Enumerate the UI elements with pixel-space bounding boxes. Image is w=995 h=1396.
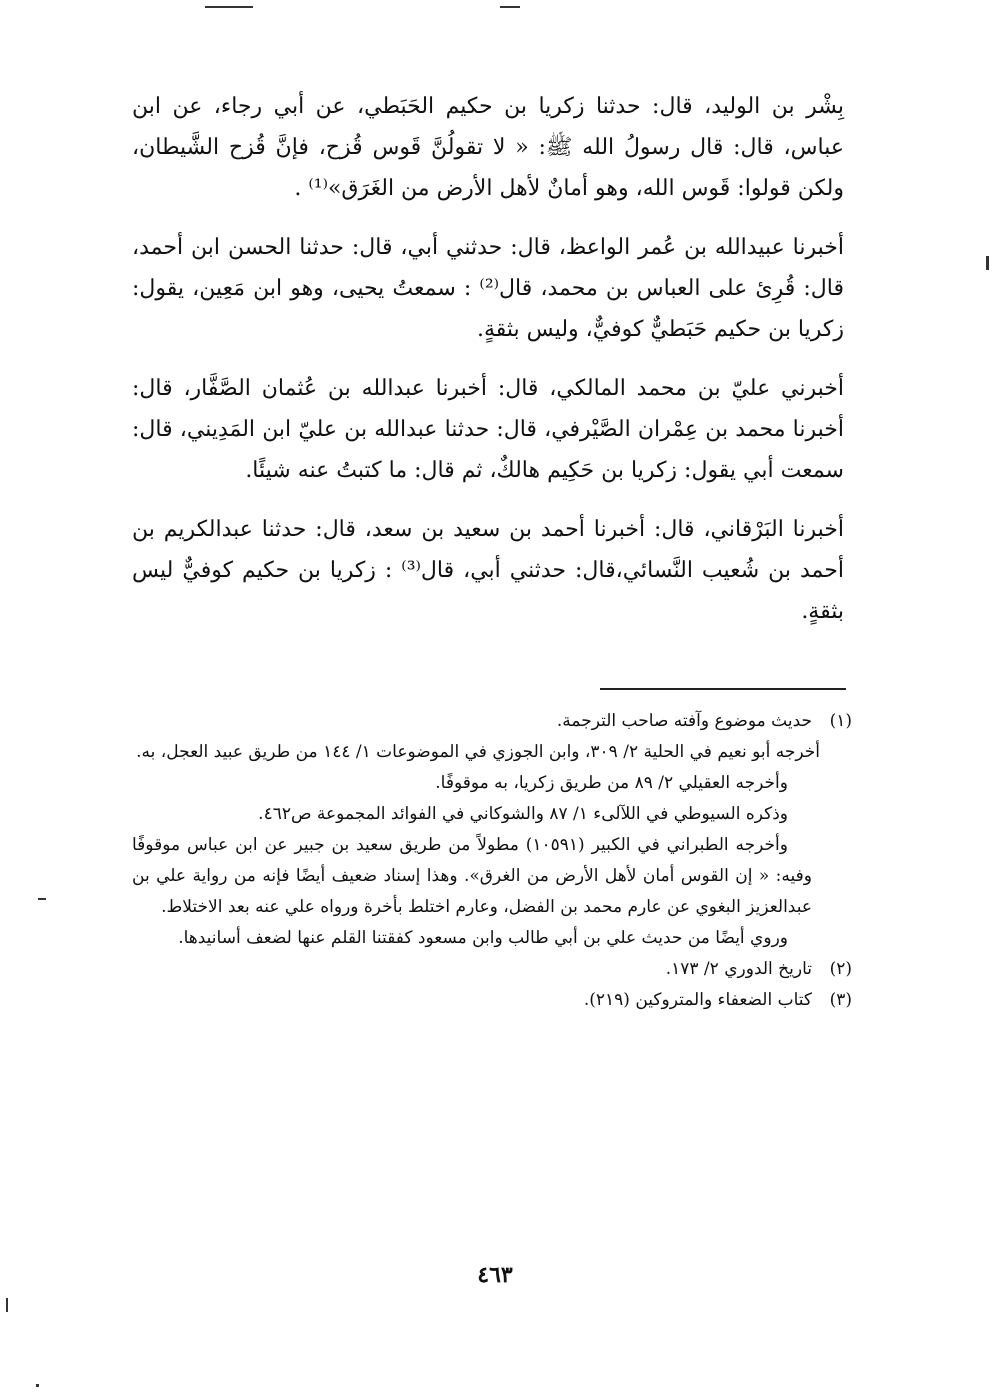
footnote-body [132,985,812,1016]
footnote-number: (٢) [829,959,852,979]
footnote-3 [132,985,852,1016]
scan-artifact [500,6,520,8]
scan-artifact [6,1298,8,1312]
paragraph-3: أخبرني عليّ بن محمد المالكي، قال: أخبرنا عبدالله بن عُثمان الصَّفَّار، قال: أخبرنا محمد بن عِمْران الصَّيْرفي، قال: حدثنا عبدالله بن عليّ ابن المَدِيني، قال: سمعت أبي يقول: زكريا بن حَكِيم هالكٌ، ثم قال: ما كتبتُ عنه شيئًا. [132,376,844,483]
main-text [132,86,844,650]
footnote-line: وأخرجه الطبراني في الكبير (١٠٥٩١) مطولاً من طريق سعيد بن جبير عن ابن عباس موقوفًا وفيه: « إن القوس أمان لأهل الأرض من الغرق». وهذا إسناد ضعيف أيضًا فإنه من رواية علي بن عبدالعزيز البغوي عن عارم محمد بن الفضل، وعارم اختلط بأخرة ورواه علي عنه بعد الاختلاط. [132,835,812,917]
footnotes [132,706,852,1016]
scan-artifact [36,1384,39,1387]
footnote-line: تاريخ الدوري ٢/ ١٧٣. [665,959,812,979]
footnote-body [132,954,812,985]
scan-artifact [38,898,46,900]
footnote-number: (١) [829,711,852,731]
footnote-line: وروي أيضًا من حديث علي بن أبي طالب وابن مسعود كفقتنا القلم عنها لضعف أسانيدها. [178,928,788,948]
paragraph-4: أخبرنا البَرْقاني، قال: أخبرنا أحمد بن سعيد بن سعد، قال: حدثنا عبدالكريم بن أحمد بن شُعيب النَّسائي،قال: حدثني أبي، قال⁽³⁾ : زكريا بن حكيم كوفيٌّ ليس بثقةٍ. [132,517,844,624]
footnote-2 [132,954,852,985]
footnote-separator [600,688,846,690]
paragraph-1: بِشْر بن الوليد، قال: حدثنا زكريا بن حكيم الحَبَطي، عن أبي رجاء، عن ابن عباس، قال: قال رسولُ الله ﷺ: « لا تقولُنَّ قَوس قُزح، فإنَّ قُزح الشَّيطان، ولكن قولوا: قَوس الله، وهو أمانٌ لأهل الأرض من الغَرَق»⁽¹⁾ . [132,94,844,201]
footnote-body [132,706,820,954]
page-number: ٤٦٣ [477,1262,513,1288]
scan-artifact [205,6,253,8]
footnote-line: حديث موضوع وآفته صاحب الترجمة. [556,711,812,731]
footnote-1 [132,706,852,954]
paragraph-2: أخبرنا عبيدالله بن عُمر الواعظ، قال: حدثني أبي، قال: حدثنا الحسن ابن أحمد، قال: قُرِئ على العباس بن محمد، قال⁽²⁾ : سمعتُ يحيى، وهو ابن مَعِين، يقول: زكريا بن حكيم حَبَطيٌّ كوفيٌّ، وليس بثقةٍ. [132,235,845,342]
scan-artifact [986,256,989,270]
footnote-number: (٣) [829,990,852,1010]
footnote-line: أخرجه أبو نعيم في الحلية ٢/ ٣٠٩، وابن الجوزي في الموضوعات ١/ ١٤٤ من طريق عبيد العجل، به. [136,742,820,762]
footnote-line: كتاب الضعفاء والمتروكين (٢١٩). [583,990,812,1010]
footnote-line: وأخرجه العقيلي ٢/ ٨٩ من طريق زكريا، به موقوفًا. [435,773,788,793]
footnote-line: وذكره السيوطي في اللآلىء ١/ ٨٧ والشوكاني في الفوائد المجموعة ص٤٦٢. [258,804,788,824]
